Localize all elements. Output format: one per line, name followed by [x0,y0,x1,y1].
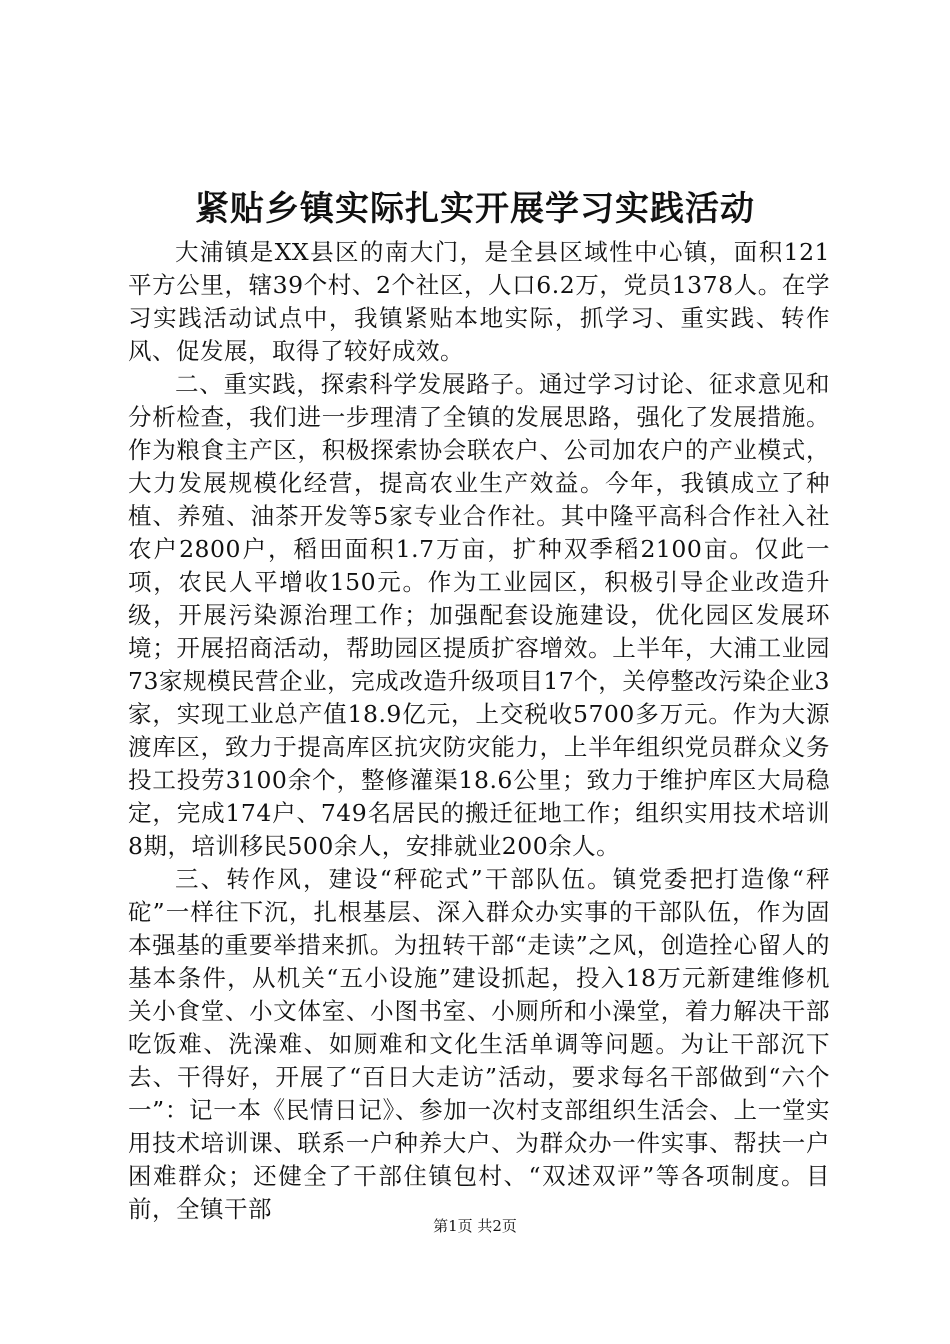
page-footer: 第1页 共2页 [433,1217,517,1235]
document-body [128,236,830,1226]
paragraph-intro: 大浦镇是XX县区的南大门，是全县区域性中心镇，面积121平方公里，辖39个村、2个社区，人口6.2万，党员1378人。在学习实践活动试点中，我镇紧贴本地实际，抓学习、重实践、转作风、促发展，取得了较好成效。 [128,238,830,365]
paragraph-style: 三、转作风，建设“秤砣式”干部队伍。镇党委把打造像“秤砣”一样往下沉，扎根基层、深入群众办实事的干部队伍，作为固本强基的重要举措来抓。为扭转干部“走读”之风，创造拴心留人的基本条件，从机关“五小设施”建设抓起，投入18万元新建维修机关小食堂、小文体室、小图书室、小厕所和小澡堂，着力解决干部吃饭难、洗澡难、如厕难和文化生活单调等问题。为让干部沉下去、干得好，开展了“百日大走访”活动，要求每名干部做到“六个一”：记一本《民情日记》、参加一次村支部组织生活会、上一堂实用技术培训课、联系一户种养大户、为群众办一件实事、帮扶一户困难群众；还健全了干部住镇包村、“双述双评”等各项制度。目前，全镇干部 [128,865,830,1223]
paragraph-practice: 二、重实践，探索科学发展路子。通过学习讨论、征求意见和分析检查，我们进一步理清了全镇的发展思路，强化了发展措施。作为粮食主产区，积极探索协会联农户、公司加农户的产业模式，大力发展规模化经营，提高农业生产效益。今年，我镇成立了种植、养殖、油茶开发等5家专业合作社。其中隆平高科合作社入社农户2800户，稻田面积1.7万亩，扩种双季稻2100亩。仅此一项，农民人平增收150元。作为工业园区，积极引导企业改造升级，开展污染源治理工作；加强配套设施建设，优化园区发展环境；开展招商活动，帮助园区提质扩容增效。上半年，大浦工业园73家规模民营企业，完成改造升级项目17个，关停整改污染企业3家，实现工业总产值18.9亿元，上交税收5700多万元。作为大源渡库区，致力于提高库区抗灾防灾能力，上半年组织党员群众义务投工投劳3100余个，整修灌渠18.6公里；致力于维护库区大局稳定，完成174户、749名居民的搬迁征地工作；组织实用技术培训8期，培训移民500余人，安排就业200余人。 [128,370,830,860]
document-title: 紧贴乡镇实际扎实开展学习实践活动 [195,189,755,229]
